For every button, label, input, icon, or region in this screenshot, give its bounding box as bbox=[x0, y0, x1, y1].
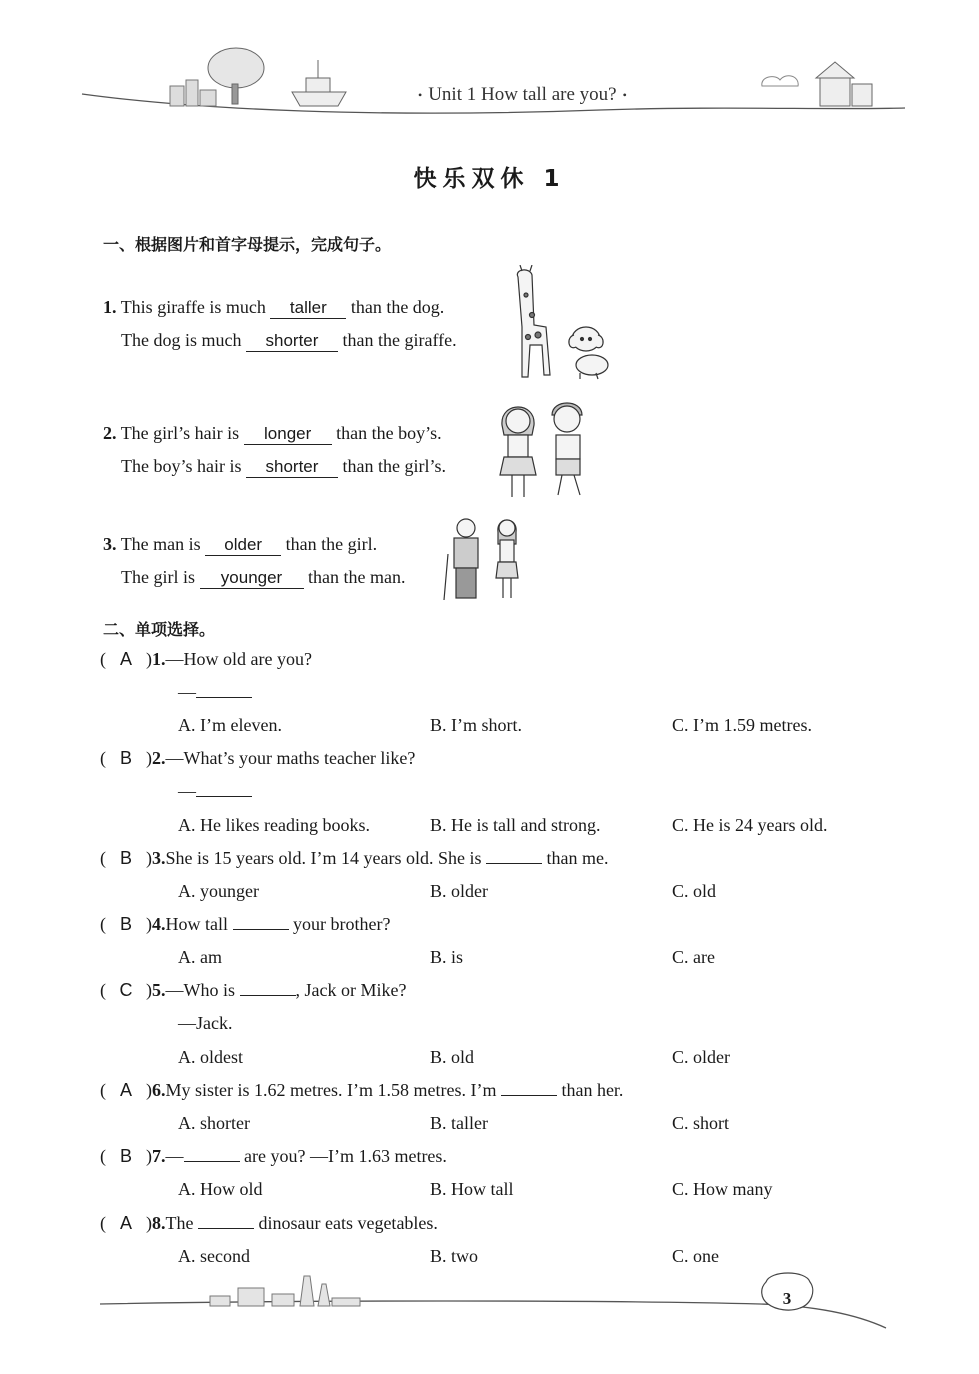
q2-reply: — bbox=[178, 781, 252, 802]
page-title: 快乐双休 1 bbox=[413, 166, 566, 192]
answer[interactable]: B bbox=[119, 1146, 132, 1166]
section1-heading: 一、根据图片和首字母提示，完成句子。 bbox=[103, 235, 392, 254]
q1-option-c[interactable]: C. I’m 1.59 metres. bbox=[672, 715, 812, 735]
q6-option-a[interactable]: A. shorter bbox=[178, 1113, 250, 1133]
s1-item1-line1: 1. This giraffe is much taller than the dog. bbox=[103, 297, 445, 317]
q5-option-a[interactable]: A. oldest bbox=[178, 1047, 243, 1067]
q3-stem: ( B )3.She is 15 years old. I’m 14 years old. She is than me. bbox=[100, 848, 609, 868]
q3-option-c[interactable]: C. old bbox=[672, 881, 717, 901]
q6-stem: ( A )6.My sister is 1.62 metres. I’m 1.58 metres. I’m than her. bbox=[100, 1080, 624, 1100]
girl-icon bbox=[496, 520, 518, 598]
q3-option-b[interactable]: B. older bbox=[430, 881, 488, 901]
answer-blank[interactable] bbox=[240, 995, 296, 996]
answer-blank[interactable] bbox=[196, 697, 252, 698]
man-girl-illustration bbox=[440, 514, 530, 604]
buildings-icon bbox=[170, 80, 216, 106]
answer[interactable]: A bbox=[119, 1213, 132, 1233]
old-man-icon bbox=[444, 519, 478, 600]
section2-heading: 二、单项选择。 bbox=[103, 620, 216, 639]
s1-item1-line2: The dog is much shorter than the giraffe. bbox=[121, 330, 457, 350]
answer-blank[interactable] bbox=[501, 1095, 557, 1096]
q3-option-a[interactable]: A. younger bbox=[178, 881, 259, 901]
girl-icon bbox=[500, 407, 536, 497]
q1-option-a[interactable]: A. I’m eleven. bbox=[178, 715, 282, 735]
q7-stem: ( B )7.— are you? —I’m 1.63 metres. bbox=[100, 1146, 447, 1166]
q1-option-b[interactable]: B. I’m short. bbox=[430, 715, 522, 735]
s1-item2-line1: 2. The girl’s hair is longer than the boy’s. bbox=[103, 423, 442, 443]
answer-blank[interactable]: longer bbox=[244, 424, 332, 445]
girl-boy-illustration bbox=[496, 395, 606, 503]
q8-option-b[interactable]: B. two bbox=[430, 1246, 479, 1266]
giraffe-icon bbox=[517, 265, 550, 377]
q2-stem: ( B )2.—What’s your maths teacher like? bbox=[100, 748, 416, 768]
s1-item3-line1: 3. The man is older than the girl. bbox=[103, 534, 378, 554]
footer-decoration bbox=[0, 1260, 979, 1340]
dog-icon bbox=[569, 327, 608, 379]
answer-blank[interactable] bbox=[198, 1228, 254, 1229]
boy-icon bbox=[552, 403, 582, 495]
s1-item3-line2: The girl is younger than the man. bbox=[121, 567, 406, 587]
answer-blank[interactable] bbox=[196, 796, 252, 797]
answer[interactable]: B bbox=[119, 848, 132, 868]
q5-option-b[interactable]: B. old bbox=[430, 1047, 475, 1067]
answer-blank[interactable] bbox=[233, 929, 289, 930]
answer-blank[interactable]: taller bbox=[270, 298, 346, 319]
answer-blank[interactable]: older bbox=[205, 535, 281, 556]
answer-blank[interactable]: younger bbox=[200, 568, 304, 589]
q5-reply: —Jack. bbox=[178, 1013, 233, 1033]
q7-option-a[interactable]: A. How old bbox=[178, 1179, 263, 1199]
header-title: • Unit 1 How tall are you? • bbox=[418, 84, 627, 105]
q4-stem: ( B )4.How tall your brother? bbox=[100, 914, 391, 934]
q1-reply: — bbox=[178, 682, 252, 703]
q6-option-c[interactable]: C. short bbox=[672, 1113, 730, 1133]
q7-option-b[interactable]: B. How tall bbox=[430, 1179, 514, 1199]
cloud-icon bbox=[762, 76, 798, 86]
boat-icon bbox=[292, 60, 346, 106]
answer[interactable]: C bbox=[119, 980, 133, 1000]
answer-blank[interactable]: shorter bbox=[246, 331, 338, 352]
q5-stem: ( C )5.—Who is , Jack or Mike? bbox=[100, 980, 407, 1000]
house-icon bbox=[816, 62, 872, 106]
q1-stem: ( A )1.—How old are you? bbox=[100, 649, 312, 669]
answer-blank[interactable]: shorter bbox=[246, 457, 338, 478]
answer-blank[interactable] bbox=[486, 863, 542, 864]
answer[interactable]: A bbox=[119, 649, 132, 669]
q8-option-c[interactable]: C. one bbox=[672, 1246, 719, 1266]
giraffe-dog-illustration bbox=[500, 265, 630, 385]
s1-item2-line2: The boy’s hair is shorter than the girl’s. bbox=[121, 456, 446, 476]
q8-option-a[interactable]: A. second bbox=[178, 1246, 250, 1266]
page-number: 3 bbox=[782, 1289, 792, 1308]
q4-option-b[interactable]: B. is bbox=[430, 947, 464, 967]
answer-blank[interactable] bbox=[184, 1161, 240, 1162]
answer[interactable]: A bbox=[119, 1080, 132, 1100]
q7-option-c[interactable]: C. How many bbox=[672, 1179, 773, 1199]
q4-option-c[interactable]: C. are bbox=[672, 947, 715, 967]
q8-stem: ( A )8.The dinosaur eats vegetables. bbox=[100, 1213, 438, 1233]
header-decoration bbox=[0, 0, 979, 130]
answer[interactable]: B bbox=[119, 748, 132, 768]
q5-option-c[interactable]: C. older bbox=[672, 1047, 730, 1067]
q4-option-a[interactable]: A. am bbox=[178, 947, 222, 967]
q2-option-b[interactable]: B. He is tall and strong. bbox=[430, 815, 601, 835]
q2-option-a[interactable]: A. He likes reading books. bbox=[178, 815, 370, 835]
q6-option-b[interactable]: B. taller bbox=[430, 1113, 488, 1133]
q2-option-c[interactable]: C. He is 24 years old. bbox=[672, 815, 828, 835]
answer[interactable]: B bbox=[119, 914, 132, 934]
